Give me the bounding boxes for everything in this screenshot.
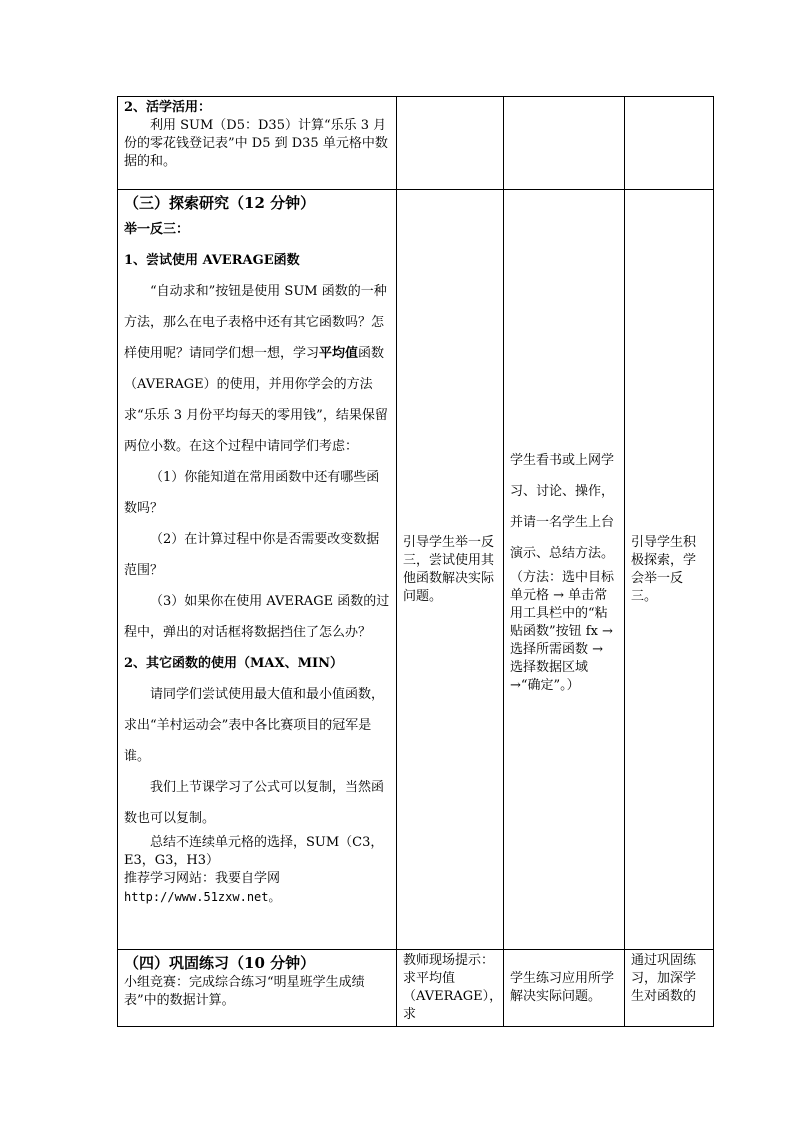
teacher-text-practice: 教师现场提示：求平均值（AVERAGE），求 xyxy=(403,953,503,1022)
lesson-plan-table xyxy=(117,96,714,1027)
content-cell-apply xyxy=(118,97,397,190)
intent-text-practice: 通过巩固练习，加深学生对函数的 xyxy=(631,953,697,1004)
para-copy: 我们上节课学习了公式可以复制，当然函数也可以复制。 xyxy=(124,780,385,826)
content-cell-practice xyxy=(118,950,397,1027)
student-cell-explore xyxy=(504,190,625,950)
section-heading-practice: （四）巩固练习（10 分钟） xyxy=(124,954,316,972)
teacher-cell-explore xyxy=(397,190,504,950)
student-method-explore: （方法：选中目标单元格 → 单击常用工具栏中的“粘贴函数”按钮 fx → 选择所需函数 → 选择数据区域 →“确定”。） xyxy=(510,569,615,693)
question-3: （3）如果你在使用 AVERAGE 函数的过程中，弹出的对话框将数据挡住了怎么办？ xyxy=(124,594,390,640)
para-max-min: 请同学们尝试使用最大值和最小值函数，求出“羊村运动会”表中各比赛项目的冠军是谁。 xyxy=(124,687,385,764)
apply-body: 利用 SUM（D5：D35）计算“乐乐 3 月份的零花钱登记表”中 D5 到 D35 单元格中数据的和。 xyxy=(124,118,388,169)
intent-text-explore: 引导学生积极探索，学会举一反三。 xyxy=(631,534,697,604)
apply-title: 2、活学活用： xyxy=(124,100,212,115)
intent-cell-explore xyxy=(625,190,714,950)
question-1: （1）你能知道在常用函数中还有哪些函数吗？ xyxy=(124,470,380,516)
table-row-explore xyxy=(118,190,714,950)
item1-title: 1、尝试使用 AVERAGE函数 xyxy=(124,253,300,268)
intent-cell-practice xyxy=(625,950,714,1027)
intent-cell-apply xyxy=(625,97,714,190)
teacher-cell-apply xyxy=(397,97,504,190)
site-url[interactable]: http://www.51zxw.net。 xyxy=(124,890,281,904)
content-cell-explore xyxy=(118,190,397,950)
site-label: 推荐学习网站：我要自学网 xyxy=(124,871,281,886)
student-cell-apply xyxy=(504,97,625,190)
question-2: （2）在计算过程中你是否需要改变数据范围？ xyxy=(124,532,380,578)
explore-subtitle: 举一反三： xyxy=(124,222,190,237)
student-cell-practice xyxy=(504,950,625,1027)
item2-title: 2、其它函数的使用（MAX、MIN） xyxy=(124,656,343,671)
teacher-text-explore: 引导学生举一反三，尝试使用其他函数解决实际问题。 xyxy=(403,534,495,604)
student-text-explore: 学生看书或上网学习、讨论、操作，并请一名学生上台演示、总结方法。 xyxy=(510,452,615,561)
student-text-practice: 学生练习应用所学解决实际问题。 xyxy=(510,971,615,1004)
practice-body: 小组竞赛：完成综合练习“明星班学生成绩表”中的数据计算。 xyxy=(124,975,365,1008)
teacher-cell-practice xyxy=(397,950,504,1027)
table-row-apply xyxy=(118,97,714,190)
table-row-practice xyxy=(118,950,714,1027)
section-heading-explore: （三）探索研究（12 分钟） xyxy=(124,194,316,212)
para-average: “自动求和”按钮是使用 SUM 函数的一种方法，那么在电子表格中还有其它函数吗？怎样使用呢？请同学们想一想，学习平均值函数（AVERAGE）的使用，并用你学会的方法求“乐乐 3 月份平均每天的零用钱”，结果保留两位小数。在这个过程中请同学们考虑： xyxy=(124,284,388,454)
para-summary: 总结不连续单元格的选择，SUM（C3，E3，G3，H3） xyxy=(124,835,384,868)
